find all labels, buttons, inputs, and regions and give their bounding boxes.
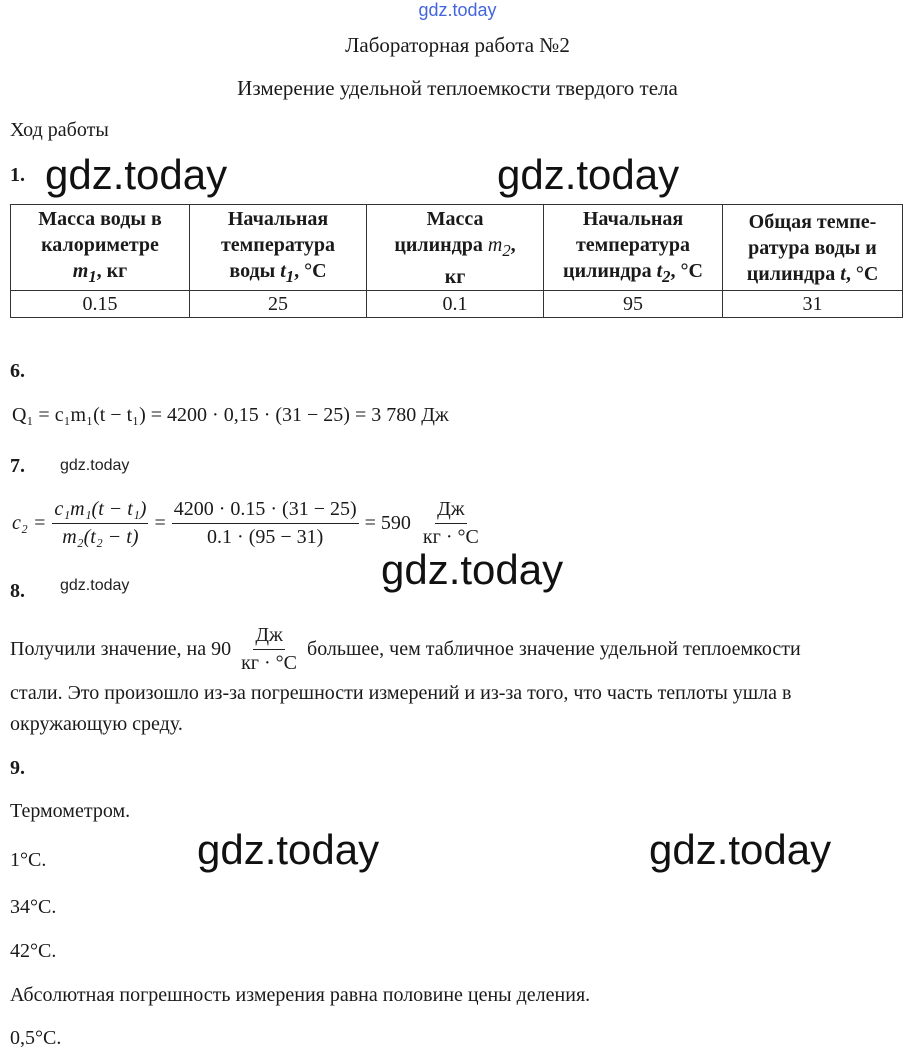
table-cell: 31 bbox=[723, 291, 903, 318]
watermark: gdz.today bbox=[381, 546, 564, 593]
watermark: gdz.today bbox=[60, 457, 130, 474]
formula-7-unit: $\frac{Дж}{кг \cdot ^\circ C}$ bbox=[422, 498, 479, 548]
measurement-table bbox=[10, 204, 903, 318]
watermark-top: gdz.today bbox=[418, 0, 497, 20]
page-title: Лабораторная работа №2 bbox=[345, 33, 570, 57]
paragraph-8-line-1: Получили значение, на 90 $\frac{Дж}{кг \cdot ^\circ C}$ большее, чем табличное значение удельной теплоемкости bbox=[10, 624, 801, 674]
answer-9-3: 34°C. bbox=[10, 896, 57, 918]
watermark: gdz.today bbox=[197, 826, 380, 873]
formula-7-fraction-numeric: $\frac{4200 \cdot 0.15 \cdot (31 - 25)}{0.1 \cdot (95 - 31)}$ bbox=[173, 498, 357, 548]
watermark: gdz.today bbox=[45, 151, 228, 198]
table-header-cell: Начальная температура воды $t_1$, °C bbox=[190, 205, 367, 291]
formula-7-result: = 590 bbox=[364, 512, 411, 534]
paragraph-8-unit: $\frac{Дж}{кг \cdot ^\circ C}$ bbox=[241, 624, 298, 674]
step-8-label: 8. bbox=[10, 580, 25, 602]
paragraph-8-line-3: окружающую среду. bbox=[10, 713, 183, 735]
answer-9-6: 0,5°C. bbox=[10, 1027, 62, 1049]
step-1-label: 1. bbox=[10, 164, 25, 186]
formula-7 bbox=[12, 498, 481, 549]
formula-6: Q₁ = c₁m₁(t − t₁) = 4200 · 0,15 · (31 − 25) = 3 780 Дж bbox=[12, 404, 449, 426]
step-9-label: 9. bbox=[10, 757, 25, 779]
table-cell: 25 bbox=[190, 291, 367, 318]
table-header-cell: Масса воды в калориметре $m_1$, кг bbox=[11, 205, 190, 291]
answer-9-2: 1°C. bbox=[10, 849, 47, 871]
table-header-cell: Общая темпе- ратура воды и цилиндра t, °C bbox=[723, 205, 903, 291]
paragraph-8-line-2: стали. Это произошло из-за погрешности измерений и из-за того, что часть теплоты ушла в bbox=[10, 682, 792, 704]
section-label: Ход работы bbox=[10, 119, 109, 141]
table-row bbox=[11, 291, 903, 318]
table-cell: 95 bbox=[544, 291, 723, 318]
answer-9-4: 42°C. bbox=[10, 940, 57, 962]
table-header-row bbox=[11, 205, 903, 291]
formula-7-fraction-symbolic: $\frac{\text{c₁m₁(t − t₁)}}{\text{m₂(t₂ − t)}}$ bbox=[54, 498, 147, 548]
step-7-label: 7. bbox=[10, 455, 25, 477]
step-6-label: 6. bbox=[10, 360, 25, 382]
table-header-cell: Начальная температура цилиндра $t_2$, °C bbox=[544, 205, 723, 291]
formula-7-lhs: c₂ = bbox=[12, 512, 47, 534]
table-cell: 0.1 bbox=[367, 291, 544, 318]
watermark: gdz.today bbox=[60, 577, 130, 594]
answer-9-1: Термометром. bbox=[10, 800, 131, 822]
formula-7-equals: = bbox=[154, 512, 166, 534]
watermark: gdz.today bbox=[497, 151, 680, 198]
table-cell: 0.15 bbox=[11, 291, 190, 318]
watermark: gdz.today bbox=[649, 826, 832, 873]
table-header-cell: Масса цилиндра $m_2$, кг bbox=[367, 205, 544, 291]
page-subtitle: Измерение удельной теплоемкости твердого тела bbox=[237, 76, 678, 100]
answer-9-5: Абсолютная погрешность измерения равна половине цены деления. bbox=[10, 984, 591, 1006]
